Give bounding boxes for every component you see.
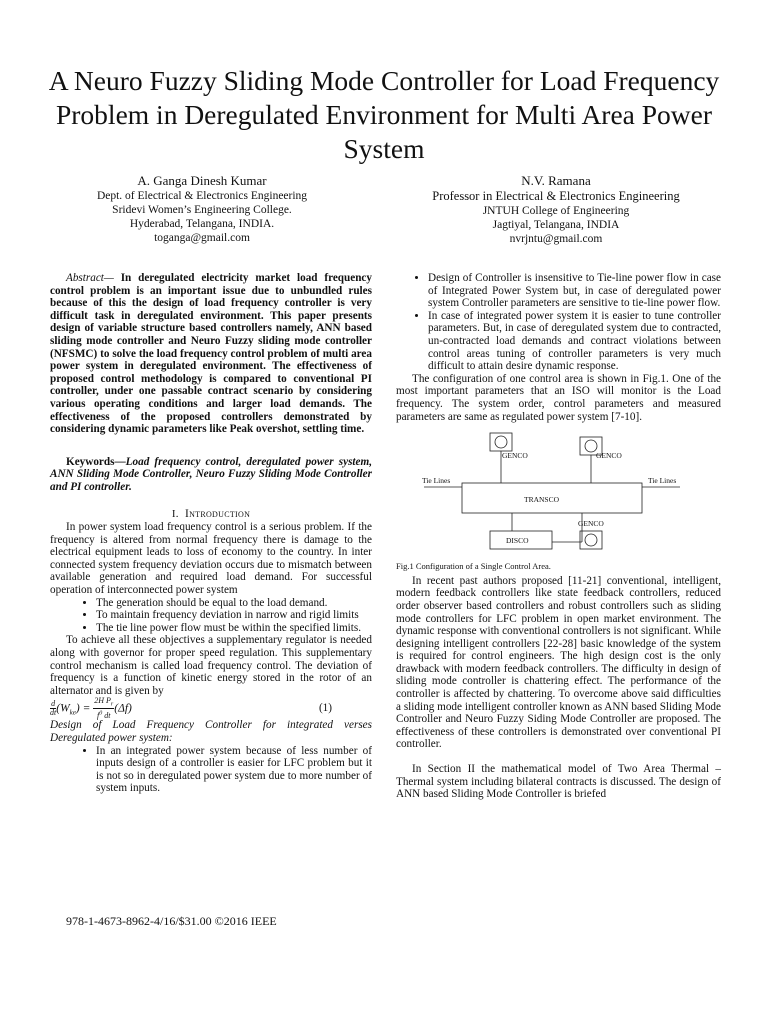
label-disco: DISCO: [506, 536, 529, 546]
author-location: Hyderabad, Telangana, INDIA.: [129, 218, 275, 230]
author-dept: Dept. of Electrical & Electronics Engineering: [96, 190, 308, 202]
intro-paragraph-1: In power system load frequency control is a serious problem. If the frequency is altered from normal frequency there is damage to the electrical equipment leads to loss of economy to the country. In inter connected system frequency deviation occurs due to mismatch between available generation and required load demand. For successful operation of interconnected power system: [50, 521, 372, 597]
intro-paragraph-2: To achieve all these objectives a supplementary regulator is needed along with governor for proper speed regulation. This supplementary control mechanism is called load frequency control. The deviation of frequency is a function of kinetic energy stored in the rotor of an alternator and is given by: [50, 634, 372, 697]
label-genco-3: GENCO: [578, 519, 604, 529]
genco-3-generator-icon: [585, 534, 597, 546]
design-bullet-list: [50, 745, 372, 795]
author-email: nvrjntu@gmail.com: [509, 233, 603, 245]
equation-formula: $\frac{d}{dt}(W_{ke})$ = $\frac{2H P_r}{f^0 dt}(\Delta f)$: [50, 695, 132, 721]
related-work-paragraph: In recent past authors proposed [11-21] conventional, intelligent, modern feedback controllers like state feedback controllers, reduced order observer based controllers and robust controllers such as sliding mode controllers for LFC problem in open market environment. The dynamic response with conventional controllers is not significant. While designing intelligent controllers [22-28] basic knowledge of the system is required for control engineers. The high design cost is the only drawback with modern feedback controllers. The difficulty in design of sliding mode controller is chattering effect. The performance of the controller is affected by chattering. To overcome above said difficulties a sliding mode intelligent controller known as ANN based Sliding Mode Controller and Neuro Fuzzy Siding Mode Controller are proposed. The effectiveness of these controllers is demonstrated over conventional PI controller.: [396, 574, 721, 751]
right-column: [396, 272, 721, 801]
author-org: Sridevi Women’s Engineering College.: [112, 204, 292, 216]
equation-number: (1): [318, 702, 332, 715]
author-name: A. Ganga Dinesh Kumar: [137, 173, 267, 188]
label-tie-lines-right: Tie Lines: [648, 476, 677, 486]
equation-1: [50, 697, 372, 719]
genco-1-generator-icon: [495, 436, 507, 448]
abstract-body: In deregulated electricity market load frequency control problem is an important issue due to unbundled rules because of this the design of load frequency controller is very difficult task in deregulated environment. This paper presents design of variable structure based controllers namely, ANN based sliding mode controller and Neuro Fuzzy sliding mode controller (NFSMC) to solve the load frequency control problem of multi area power system in deregulated environment. The effectiveness of proposed control methodology is compared to conventional PI controller, under one passable contract scenario by considering various operating conditions and larger load demands. The effectiveness of the proposed controllers demonstrated by considering dynamic parameters like Peak overshot, settling time.: [50, 272, 372, 436]
abstract-lead: Abstract—: [66, 272, 114, 284]
intro-bullet-list: [50, 597, 372, 635]
section-title: Introduction: [184, 507, 251, 520]
list-item: • In case of integrated power system it is easier to tune controller parameters. But, in case of deregulated system due to contracted, un-contracted load demands and contract violations between control areas tuning of controller parameters is very much difficult to attain desire dynamic response.: [428, 310, 721, 373]
list-item: • The tie line power flow must be within the specified limits.: [96, 622, 372, 635]
paper-title: A Neuro Fuzzy Sliding Mode Controller for Load Frequency Problem in Deregulated Environment for Multi Area Power System: [48, 65, 720, 164]
author-org: JNTUH College of Engineering: [482, 205, 630, 217]
left-column: [50, 272, 372, 795]
figure-caption: Fig.1 Configuration of a Single Control Area.: [396, 561, 551, 572]
list-item: • The generation should be equal to the load demand.: [96, 597, 372, 610]
author-location: Jagtiyal, Telangana, INDIA: [492, 219, 620, 231]
author-email: toganga@gmail.com: [154, 232, 250, 244]
copyright-footer: 978-1-4673-8962-4/16/$31.00 ©2016 IEEE: [66, 914, 277, 928]
right-bullet-list: [396, 272, 721, 373]
label-tie-lines-left: Tie Lines: [422, 476, 451, 486]
abstract: [50, 272, 372, 436]
section-number: I.: [171, 507, 179, 520]
label-genco-1: GENCO: [502, 451, 528, 461]
keywords-body: Load frequency control, deregulated power system, ANN Sliding Mode Controller, Neuro Fuzzy Sliding Mode Controller and PI controller.: [50, 455, 372, 493]
section-heading: [50, 508, 372, 521]
label-transco: TRANSCO: [524, 495, 560, 505]
list-item: • Design of Controller is insensitive to Tie-line power flow in case of Integrated Power System but, in case of deregulated power system Controller parameters are sensitive to tie-line power flow.: [428, 272, 721, 310]
keywords-lead: Keywords—: [66, 455, 126, 468]
author-block-1: [52, 173, 352, 245]
author-block-2: [396, 173, 716, 246]
author-dept: Professor in Electrical & Electronics Engineering: [432, 189, 680, 203]
config-paragraph: The configuration of one control area is shown in Fig.1. One of the most important parameters that an ISO will monitor is the Load frequency. The system order, control parameters and measured parameters are same as regulated power system [7-10].: [396, 372, 721, 423]
list-item: • To maintain frequency deviation in narrow and rigid limits: [96, 609, 372, 622]
author-name: N.V. Ramana: [521, 173, 591, 188]
list-item: • In an integrated power system because of less number of inputs design of a controller is easier for LFC problem but it is not so in deregulated power system due to more number of system inputs.: [96, 745, 372, 795]
figure-control-area: [402, 431, 692, 557]
keywords: [50, 456, 372, 494]
design-heading: Design of Load Frequency Controller for integrated verses Deregulated power system:: [50, 719, 372, 744]
figure-diagram: [402, 431, 692, 557]
label-genco-2: GENCO: [596, 451, 622, 461]
section-outline-paragraph: In Section II the mathematical model of Two Area Thermal – Thermal system including bilateral contracts is discussed. The design of ANN based Sliding Mode Controller is briefed: [396, 763, 721, 801]
